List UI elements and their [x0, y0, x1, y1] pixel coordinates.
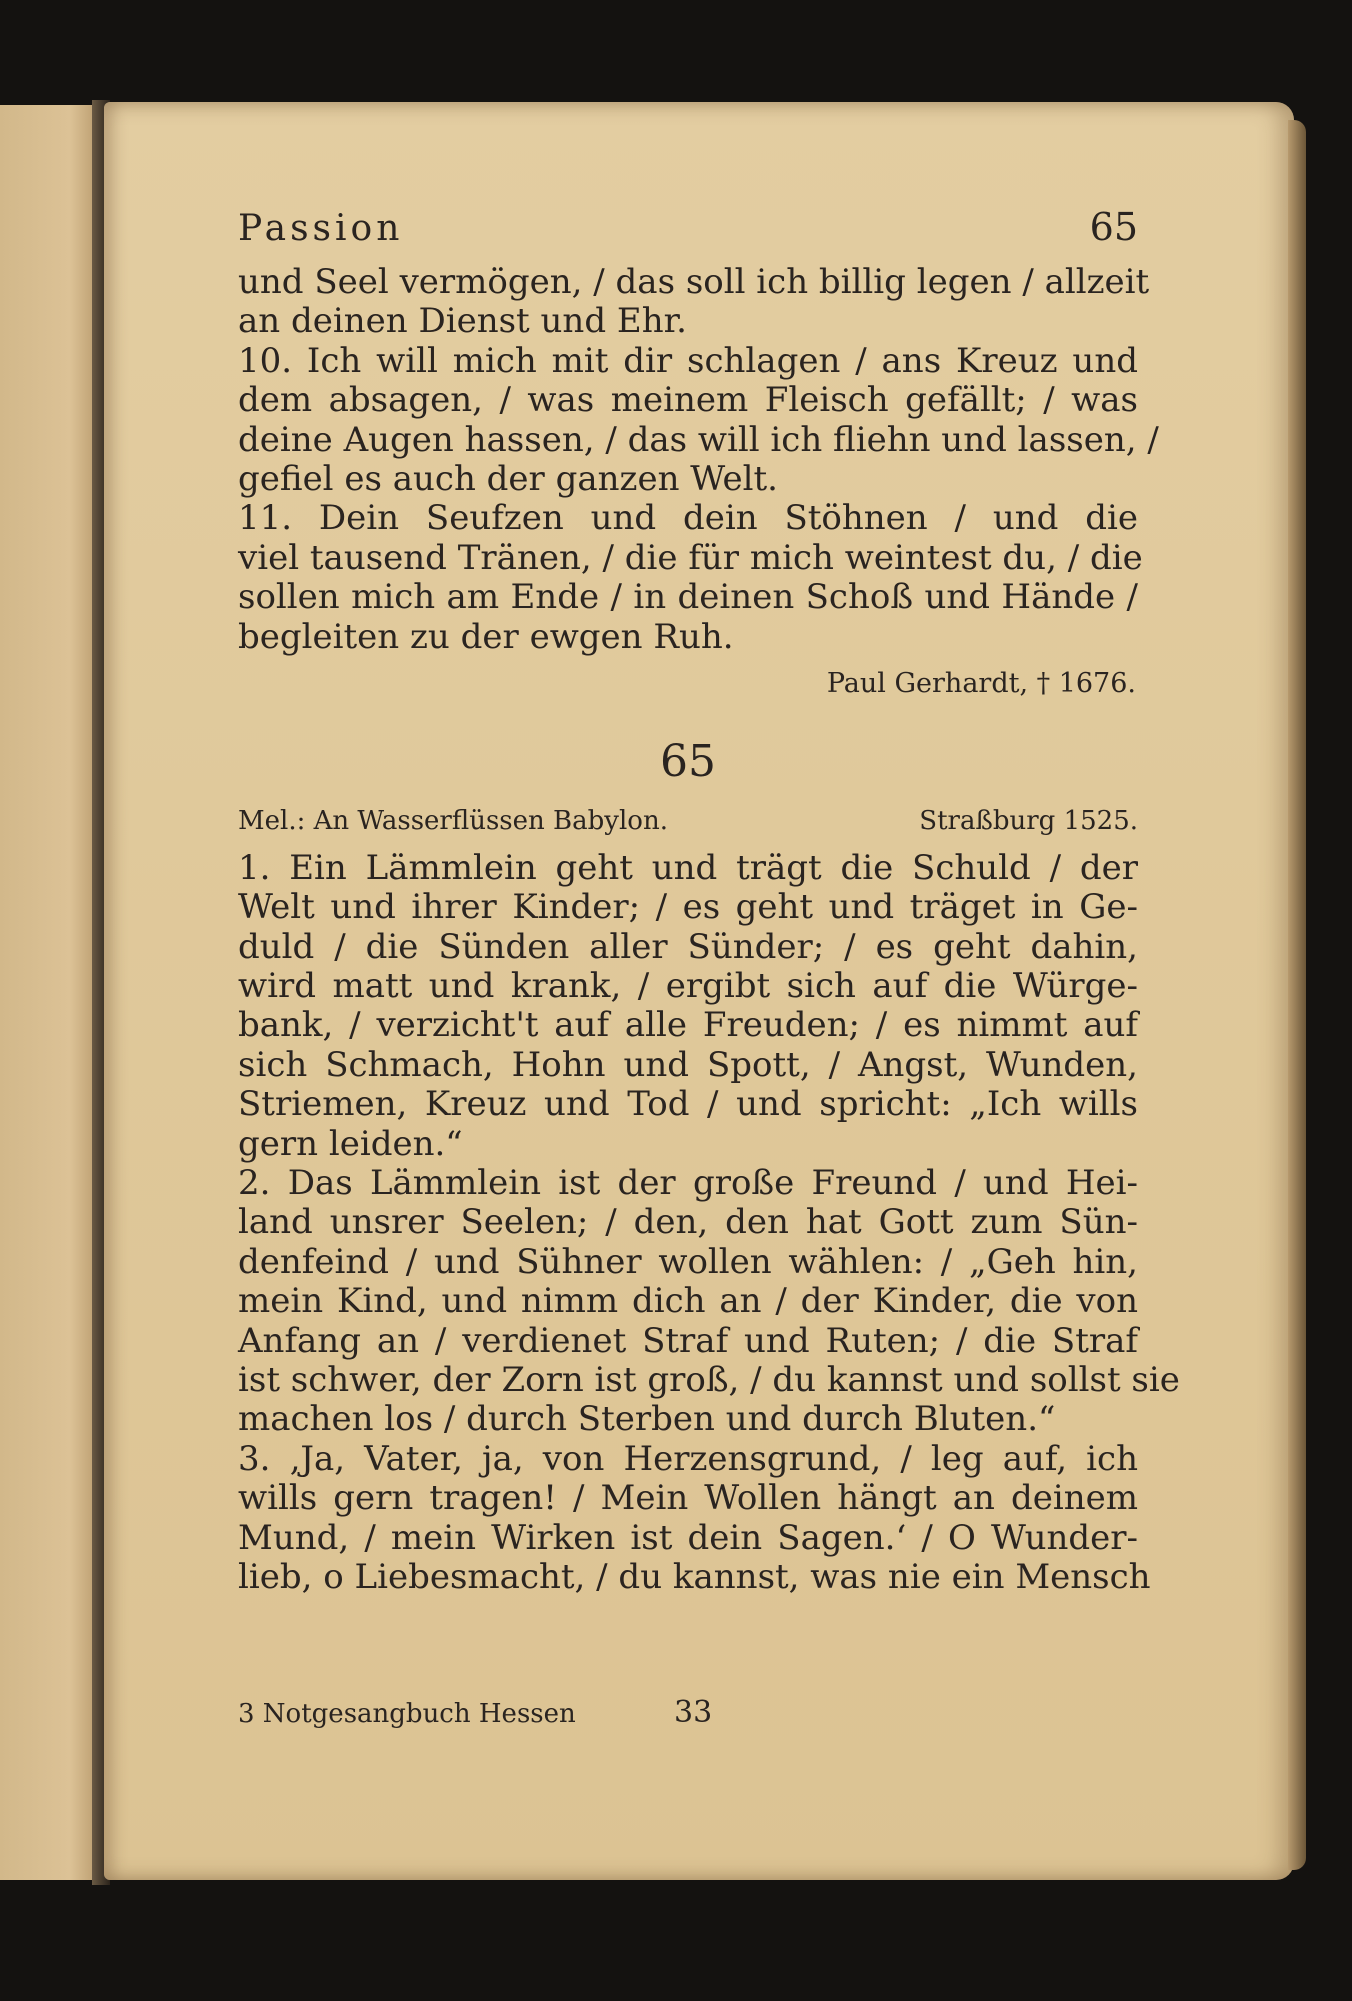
hymn-65-verses [238, 847, 1180, 1597]
page-footer [238, 1695, 1138, 1730]
text-line: mein Kind, und nimm dich an / der Kinder, die von [238, 1281, 1138, 1322]
text-line: land unsrer Seelen; / den, den hat Gott zum Sün- [238, 1202, 1138, 1243]
text-line: gefiel es auch der ganzen Welt. [238, 458, 778, 499]
text-line: Welt und ihrer Kinder; / es geht und träget in Ge- [238, 887, 1138, 928]
previous-page-edge [0, 105, 100, 1880]
text-line: machen los / durch Sterben und durch Bluten.“ [238, 1399, 1056, 1440]
text-line: sich Schmach, Hohn und Spott, / Angst, Wunden, [238, 1044, 1138, 1085]
text-line: Striemen, Kreuz und Tod / und spricht: „Ich wills [238, 1084, 1138, 1125]
text-line: Mund, / mein Wirken ist dein Sagen.‘ / O Wunder- [238, 1517, 1138, 1558]
text-line: 2. Das Lämmlein ist der große Freund / und Hei- [238, 1163, 1138, 1204]
text-line: ist schwer, der Zorn ist groß, / du kannst und sollst sie [238, 1359, 1180, 1400]
text-line: 1. Ein Lämmlein geht und trägt die Schuld / der [238, 847, 1138, 888]
text-line: 10. Ich will mich mit dir schlagen / ans Kreuz und [238, 340, 1138, 381]
text-line: lieb, o Liebesmacht, / du kannst, was nie ein Mensch [238, 1556, 1151, 1597]
page-stack-edge [1288, 120, 1306, 1870]
text-line: 11. Dein Seufzen und dein Stöhnen / und die [238, 498, 1138, 539]
melody-reference: Mel.: An Wasserflüssen Babylon. [238, 805, 668, 836]
text-line: wills gern tragen! / Mein Wollen hängt an deinem [238, 1478, 1138, 1519]
text-line: dem absagen, / was meinem Fleisch gefällt; / was [238, 380, 1138, 421]
text-line: an deinen Dienst und Ehr. [238, 301, 687, 342]
sheet-number: 33 [674, 1695, 713, 1730]
section-title: Passion [238, 208, 404, 249]
hymn-number: 65 [660, 735, 716, 787]
text-line: 3. ‚Ja, Vater, ja, von Herzensgrund, / leg auf, ich [238, 1438, 1138, 1479]
text-line: denfeind / und Sühner wollen wählen: / „Geh hin, [238, 1241, 1138, 1282]
text-line: begleiten zu der ewgen Ruh. [238, 616, 734, 657]
text-line: duld / die Sünden aller Sünder; / es geht dahin, [238, 926, 1138, 967]
melody-line [238, 797, 1138, 849]
page-content [238, 205, 1180, 1597]
hymn-author: Paul Gerhardt, † 1676. [826, 667, 1136, 699]
text-line: deine Augen hassen, / das will ich fliehn und lassen, / [238, 419, 1159, 460]
printer-signature: 3 Notgesangbuch Hessen [238, 1699, 576, 1729]
text-line: wird matt und krank, / ergibt sich auf die Würge- [238, 966, 1138, 1007]
hymn-64-ending [238, 262, 1159, 657]
text-line: bank, / verzicht't auf alle Freuden; / es nimmt auf [238, 1005, 1138, 1046]
text-line: und Seel vermögen, / das soll ich billig legen / allzeit [238, 262, 1150, 302]
text-line: viel tausend Tränen, / die für mich weintest du, / die [238, 537, 1143, 578]
text-line: Anfang an / verdienet Straf und Ruten; / die Straf [238, 1320, 1138, 1361]
running-header [238, 205, 1138, 263]
text-line: sollen mich am Ende / in deinen Schoß und Hände / [238, 577, 1138, 618]
page-number: 65 [1089, 205, 1138, 249]
text-line: gern leiden.“ [238, 1123, 463, 1164]
melody-origin: Straßburg 1525. [919, 805, 1138, 836]
